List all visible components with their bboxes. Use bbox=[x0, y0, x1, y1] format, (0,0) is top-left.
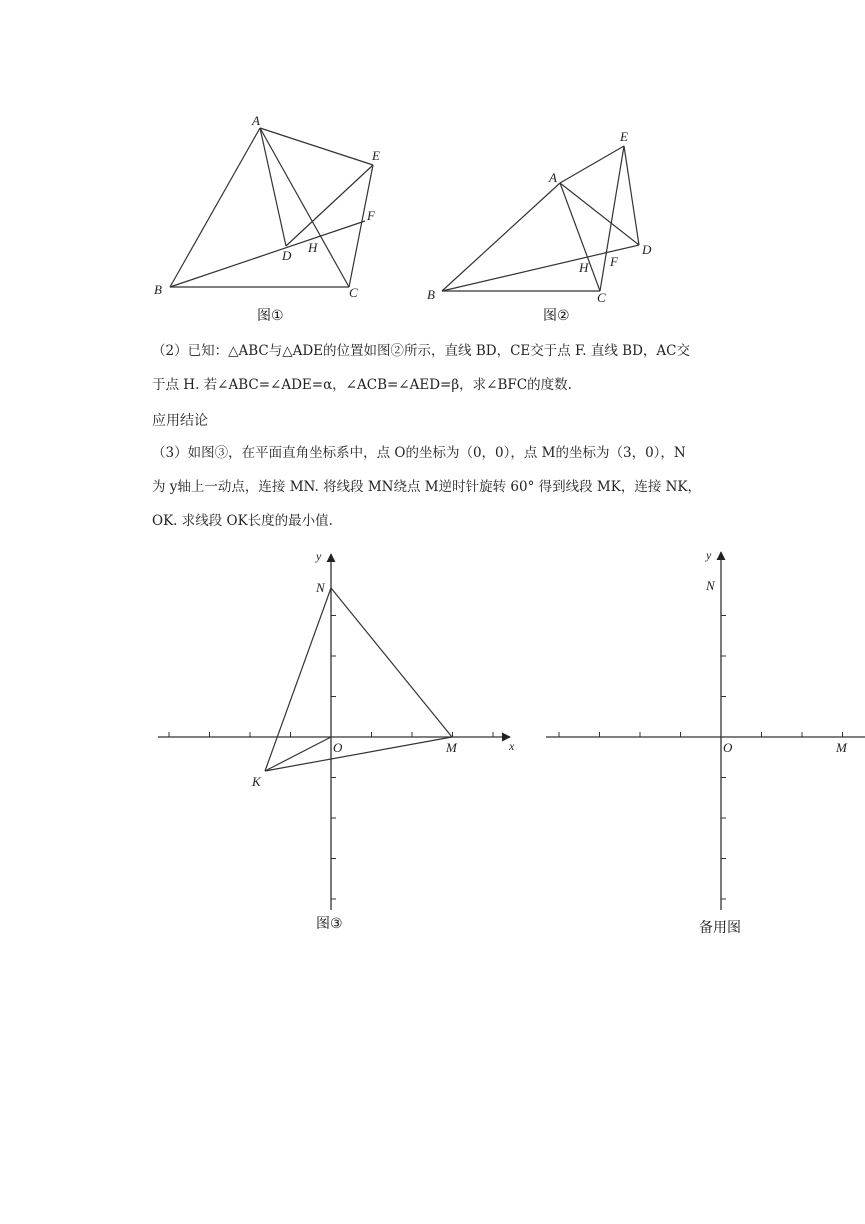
fig1-point-F: F bbox=[367, 208, 375, 223]
fig2-point-A: A bbox=[549, 170, 557, 185]
fig1-point-A: A bbox=[252, 113, 260, 128]
fig4-label-O: O bbox=[723, 740, 733, 755]
fig3-label-x: x bbox=[509, 739, 515, 753]
fig1-point-H: H bbox=[308, 240, 318, 255]
fig1-point-D: D bbox=[282, 248, 292, 263]
problem-3-line-2: 为 y轴上一动点，连接 MN. 将线段 MN绕点 M逆时针旋转 60° 得到线段 MK，连接 NK， bbox=[152, 479, 702, 495]
figure-1-caption: 图① bbox=[257, 308, 284, 324]
fig3-label-y: y bbox=[316, 549, 322, 563]
fig1-point-E: E bbox=[372, 148, 380, 163]
figure-4-caption: 备用图 bbox=[699, 920, 741, 936]
fig3-triangle bbox=[265, 588, 452, 771]
fig1-point-C: C bbox=[349, 285, 358, 300]
fig3-label-O: O bbox=[333, 740, 343, 755]
fig2-point-D: D bbox=[642, 242, 652, 257]
figure-3-caption: 图③ bbox=[316, 916, 343, 932]
fig3-label-N: N bbox=[316, 580, 325, 595]
fig3-label-K: K bbox=[252, 774, 261, 789]
fig2-point-E: E bbox=[620, 129, 628, 144]
fig2-point-B: B bbox=[427, 287, 435, 302]
fig3-axes bbox=[158, 554, 510, 910]
problem-2-line-2: 于点 H. 若∠ABC=∠ADE=α，∠ACB=∠AED=β，求∠BFC的度数. bbox=[152, 377, 572, 393]
fig2-point-H: H bbox=[579, 260, 589, 275]
fig4-label-N: N bbox=[706, 578, 715, 593]
problem-3-line-1: （3）如图③，在平面直角坐标系中，点 O的坐标为（0，0），点 M的坐标为（3，0），N bbox=[152, 445, 686, 461]
fig2-point-C: C bbox=[597, 290, 606, 305]
section-heading: 应用结论 bbox=[152, 413, 208, 429]
fig2-point-F: F bbox=[610, 254, 618, 269]
fig3-label-M: M bbox=[446, 740, 457, 755]
fig4-label-M: M bbox=[836, 740, 847, 755]
problem-2-line-1: （2）已知：△ABC与△ADE的位置如图②所示，直线 BD，CE交于点 F. 直线 BD，AC交 bbox=[152, 343, 691, 359]
fig4-axes bbox=[546, 552, 865, 910]
figure-2-caption: 图② bbox=[543, 308, 570, 324]
fig4-label-y: y bbox=[706, 548, 712, 562]
fig1-point-B: B bbox=[154, 282, 162, 297]
problem-3-line-3: OK. 求线段 OK长度的最小值. bbox=[152, 513, 333, 529]
